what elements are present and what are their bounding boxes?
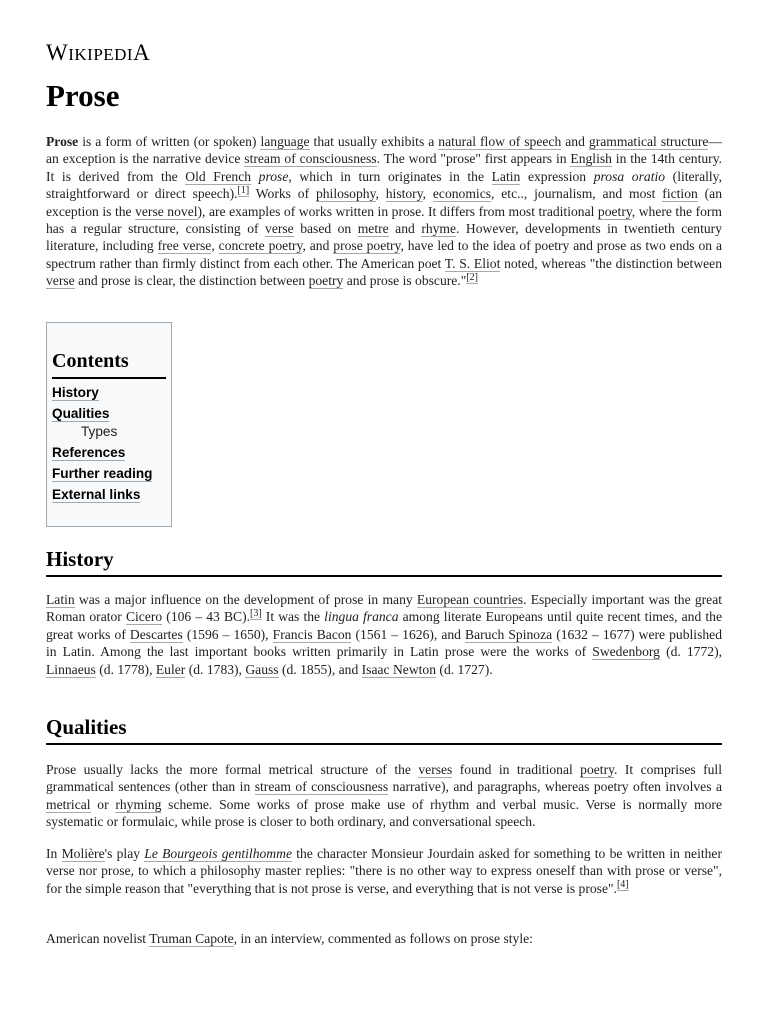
link-history[interactable]: history (385, 186, 423, 202)
link-stream-of-consciousness[interactable]: stream of consciousness (244, 151, 377, 167)
toc-item-types[interactable]: Types (81, 424, 118, 439)
link-francis-bacon[interactable]: Francis Bacon (272, 626, 352, 642)
link-free-verse[interactable]: free verse (157, 238, 212, 254)
qualities-paragraph-2: In Molière's play Le Bourgeois gentilhomme the character Monsieur Jourdain asked for something to be written in neither verse nor prose, to which a philosophy master replies: "there is no other way to express oneself than with prose or verse", for the simple reason that "everything that is not prose is verse, and everything that is not verse is prose".[4] (46, 846, 722, 896)
link-le-bourgeois-gentilhomme[interactable]: Le Bourgeois gentilhomme (144, 846, 292, 861)
history-paragraph: Latin was a major influence on the development of prose in many European countries. Especially important was the great Roman orator Cicero (106 – 43 BC).[3] It was the lingua franca among literate Europeans until quite recent times, and the great works of Descartes (1596 – 1650), Francis Bacon (1561 – 1626), and Baruch Spinoza (1632 – 1677) were published in Latin. Among the last important books written primarily in Latin prose were the works of Swedenborg (d. 1772), Linnaeus (d. 1778), Euler (d. 1783), Gauss (d. 1855), and Isaac Newton (d. 1727). (46, 592, 723, 677)
link-baruch-spinoza[interactable]: Baruch Spinoza (465, 626, 553, 642)
toc-title: Contents (52, 350, 166, 379)
ref-1[interactable]: [1] (237, 184, 250, 196)
link-english[interactable]: English (570, 151, 612, 167)
link-concrete-poetry[interactable]: concrete poetry (218, 238, 303, 254)
link-metre[interactable]: metre (357, 221, 389, 237)
ref-2[interactable]: [2] (466, 271, 478, 283)
link-philosophy[interactable]: philosophy (315, 186, 376, 202)
link-metrical[interactable]: metrical (46, 796, 91, 812)
link-poetry-2[interactable]: poetry (308, 273, 344, 289)
toc-item-references[interactable]: References (52, 445, 126, 460)
link-fiction[interactable]: fiction (662, 186, 698, 202)
page-title: Prose (46, 78, 120, 113)
table-of-contents (46, 322, 172, 527)
intro-paragraph: Prose is a form of written (or spoken) language that usually exhibits a natural flow of speech and grammatical structure—an exception is the narrative device stream of consciousness. The word "prose" first appears in English in the 14th century. It is derived from the Old French prose, which in turn originates in the Latin expression prosa oratio (literally, straightforward or direct speech).[1] Works of philosophy, history, economics, etc.., journalism, and most fiction (an exception is the verse novel), are examples of works written in prose. It differs from most traditional poetry, where the form has a regular structure, consisting of verse based on metre and rhyme. However, developments in twentieth century literature, including free verse, concrete poetry, and prose poetry, have led to the idea of poetry and prose as two ends on a spectrum rather than firmly distinct from each other. The American poet T. S. Eliot noted, whereas "the distinction between verse and prose is clear, the distinction between poetry and prose is obscure."[2] (46, 134, 723, 289)
toc-item-further-reading[interactable]: Further reading (52, 466, 153, 481)
link-cicero[interactable]: Cicero (125, 609, 163, 625)
wikipedia-logo[interactable]: WIKIPEDIA (46, 40, 151, 65)
link-verse-2[interactable]: verse (46, 273, 75, 289)
toc-item-history[interactable]: History (52, 385, 99, 400)
link-rhyme[interactable]: rhyme (421, 221, 457, 237)
link-european-countries[interactable]: European countries (416, 592, 524, 607)
link-prose-poetry[interactable]: prose poetry (333, 238, 401, 254)
link-natural-flow[interactable]: natural flow of speech (438, 134, 562, 149)
link-old-french[interactable]: Old French (185, 168, 252, 184)
toc-item-external-links[interactable]: External links (52, 487, 141, 502)
link-verse[interactable]: verse (265, 221, 294, 237)
toc-item-qualities[interactable]: Qualities (52, 406, 110, 421)
link-gauss[interactable]: Gauss (245, 661, 279, 677)
ref-4[interactable]: [4] (616, 879, 629, 891)
link-descartes[interactable]: Descartes (129, 626, 183, 642)
link-stream-of-consciousness-2[interactable]: stream of consciousness (254, 779, 389, 795)
link-latin-2[interactable]: Latin (46, 592, 75, 607)
link-rhyming[interactable]: rhyming (115, 796, 162, 812)
link-moliere[interactable]: Molière (61, 846, 105, 861)
link-poetry-3[interactable]: poetry (580, 762, 615, 777)
link-linnaeus[interactable]: Linnaeus (46, 661, 96, 677)
qualities-paragraph-3: American novelist Truman Capote, in an interview, commented as follows on prose style: (46, 931, 533, 946)
link-poetry[interactable]: poetry (597, 203, 632, 219)
section-heading-history: History (46, 547, 722, 577)
ref-3[interactable]: [3] (250, 607, 262, 619)
link-euler[interactable]: Euler (155, 661, 186, 677)
link-language[interactable]: language (260, 134, 310, 149)
section-heading-qualities: Qualities (46, 715, 722, 745)
link-latin[interactable]: Latin (491, 168, 521, 184)
link-isaac-newton[interactable]: Isaac Newton (361, 661, 437, 677)
link-verse-novel[interactable]: verse novel (135, 203, 198, 219)
link-verses[interactable]: verses (418, 762, 453, 777)
link-economics[interactable]: economics (432, 186, 492, 202)
link-grammatical-structure[interactable]: grammatical structure (588, 134, 709, 149)
link-truman-capote[interactable]: Truman Capote (149, 931, 234, 946)
link-ts-eliot[interactable]: T. S. Eliot (444, 255, 501, 271)
link-swedenborg[interactable]: Swedenborg (592, 644, 660, 660)
qualities-paragraph-1: Prose usually lacks the more formal metrical structure of the verses found in traditional poetry. It comprises full grammatical sentences (other than in stream of consciousness narrative), and paragraphs, whereas poetry often involves a metrical or rhyming scheme. Some works of prose make use of rhythm and verbal music. Verse is normally more systematic or formulaic, while prose is closer to both ordinary, and conversational speech. (46, 762, 722, 830)
